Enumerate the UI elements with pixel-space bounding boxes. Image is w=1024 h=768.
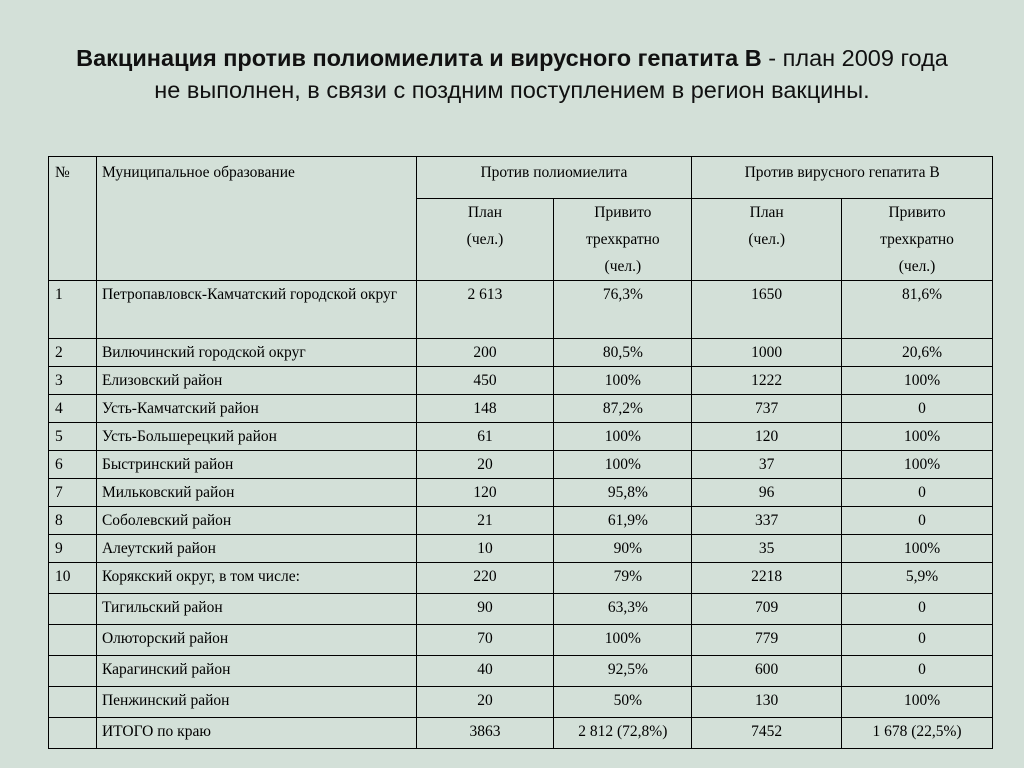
cell-name: Петропавловск-Камчатский городской округ (96, 281, 416, 339)
cell-polio-pct: 50% (554, 687, 692, 718)
cell-hep-plan: 337 (692, 507, 842, 535)
cell-name: Усть-Большерецкий район (96, 423, 416, 451)
table-header-row (49, 157, 993, 199)
header-plan-line1: План (467, 204, 503, 221)
cell-polio-pct: 100% (554, 423, 692, 451)
cell-hep-pct: 0 (842, 507, 993, 535)
title-bold-part: Вакцинация против полиомиелита и вирусного гепатита В (76, 45, 762, 71)
header-plan-line2: (чел.) (748, 231, 785, 248)
header-vacc-line1: Привито (888, 204, 946, 221)
cell-name: Быстринский район (96, 451, 416, 479)
table-row (49, 395, 993, 423)
cell-polio-pct: 76,3% (554, 281, 692, 339)
table-row (49, 687, 993, 718)
title-rest-part: - план 2009 года не выполнен, в связи с поздним поступлением в регион вакцины. (154, 45, 948, 103)
cell-polio-plan: 10 (416, 535, 554, 563)
header-hep-vaccinated (842, 199, 993, 281)
cell-hep-plan: 120 (692, 423, 842, 451)
header-hep-plan (692, 199, 842, 281)
cell-hep-plan: 96 (692, 479, 842, 507)
cell-hep-pct: 0 (842, 479, 993, 507)
cell-hep-pct: 100% (842, 367, 993, 395)
header-municipality: Муниципальное образование (96, 157, 416, 281)
cell-polio-plan: 61 (416, 423, 554, 451)
cell-num (49, 687, 97, 718)
cell-polio-plan: 21 (416, 507, 554, 535)
table-row (49, 367, 993, 395)
cell-name: Алеутский район (96, 535, 416, 563)
header-vacc-line3: (чел.) (604, 258, 642, 275)
cell-polio-pct: 100% (554, 367, 692, 395)
cell-num: 8 (49, 507, 97, 535)
cell-polio-pct: 79% (554, 563, 692, 594)
cell-polio-plan: 220 (416, 563, 554, 594)
cell-hep-plan: 709 (692, 594, 842, 625)
table-row (49, 594, 993, 625)
table-row (49, 451, 993, 479)
cell-hep-pct: 100% (842, 535, 993, 563)
slide-title (60, 42, 964, 106)
cell-num: 6 (49, 451, 97, 479)
cell-hep-plan: 7452 (692, 718, 842, 749)
cell-polio-plan: 20 (416, 687, 554, 718)
header-plan-line1: План (749, 204, 784, 221)
cell-polio-pct: 61,9% (554, 507, 692, 535)
cell-polio-plan: 2 613 (416, 281, 554, 339)
cell-hep-pct: 0 (842, 656, 993, 687)
cell-name: Вилючинский городской округ (96, 339, 416, 367)
table-row-total (49, 718, 993, 749)
cell-name: Усть-Камчатский район (96, 395, 416, 423)
header-vacc-line3: (чел.) (898, 258, 936, 275)
cell-hep-plan: 1222 (692, 367, 842, 395)
header-vacc-line2: трехкратно (585, 231, 660, 248)
header-vacc-line2: трехкратно (880, 231, 954, 248)
header-polio: Против полиомиелита (416, 157, 692, 199)
cell-hep-plan: 1650 (692, 281, 842, 339)
cell-polio-pct: 90% (554, 535, 692, 563)
cell-polio-pct: 92,5% (554, 656, 692, 687)
header-num: № (49, 157, 97, 281)
cell-hep-pct: 1 678 (22,5%) (842, 718, 993, 749)
cell-num: 1 (49, 281, 97, 339)
cell-name: Елизовский район (96, 367, 416, 395)
cell-name: Тигильский район (96, 594, 416, 625)
cell-num: 4 (49, 395, 97, 423)
cell-num: 10 (49, 563, 97, 594)
table-row (49, 656, 993, 687)
table-row (49, 281, 993, 339)
cell-name: ИТОГО по краю (96, 718, 416, 749)
cell-hep-pct: 0 (842, 625, 993, 656)
cell-name: Соболевский район (96, 507, 416, 535)
cell-polio-plan: 200 (416, 339, 554, 367)
cell-hep-plan: 779 (692, 625, 842, 656)
cell-hep-pct: 5,9% (842, 563, 993, 594)
cell-polio-pct: 63,3% (554, 594, 692, 625)
vaccination-table (48, 156, 993, 749)
cell-num (49, 718, 97, 749)
cell-polio-plan: 3863 (416, 718, 554, 749)
cell-name: Корякский округ, в том числе: (96, 563, 416, 594)
cell-hep-pct: 0 (842, 395, 993, 423)
cell-hep-plan: 600 (692, 656, 842, 687)
cell-hep-pct: 0 (842, 594, 993, 625)
cell-num: 5 (49, 423, 97, 451)
cell-num (49, 625, 97, 656)
cell-polio-pct: 95,8% (554, 479, 692, 507)
cell-num: 7 (49, 479, 97, 507)
table-row (49, 563, 993, 594)
cell-polio-pct: 80,5% (554, 339, 692, 367)
cell-hep-plan: 1000 (692, 339, 842, 367)
cell-polio-pct: 87,2% (554, 395, 692, 423)
cell-name: Мильковский район (96, 479, 416, 507)
header-plan-line2: (чел.) (466, 231, 504, 248)
cell-num: 9 (49, 535, 97, 563)
cell-polio-plan: 70 (416, 625, 554, 656)
cell-hep-pct: 20,6% (842, 339, 993, 367)
cell-hep-pct: 100% (842, 451, 993, 479)
cell-polio-pct: 2 812 (72,8%) (554, 718, 692, 749)
cell-hep-plan: 130 (692, 687, 842, 718)
cell-name: Пенжинский район (96, 687, 416, 718)
cell-hep-plan: 35 (692, 535, 842, 563)
table-row (49, 507, 993, 535)
table-row (49, 535, 993, 563)
cell-num: 2 (49, 339, 97, 367)
cell-polio-pct: 100% (554, 625, 692, 656)
header-polio-vaccinated (554, 199, 692, 281)
cell-polio-plan: 20 (416, 451, 554, 479)
cell-hep-plan: 737 (692, 395, 842, 423)
cell-name: Олюторский район (96, 625, 416, 656)
cell-polio-plan: 40 (416, 656, 554, 687)
header-hepatitis: Против вирусного гепатита В (692, 157, 993, 199)
table-row (49, 625, 993, 656)
table-row (49, 339, 993, 367)
cell-polio-plan: 148 (416, 395, 554, 423)
cell-polio-plan: 90 (416, 594, 554, 625)
header-vacc-line1: Привито (594, 204, 652, 221)
cell-num (49, 594, 97, 625)
cell-hep-pct: 81,6% (842, 281, 993, 339)
header-polio-plan (416, 199, 554, 281)
table-row (49, 479, 993, 507)
cell-hep-pct: 100% (842, 423, 993, 451)
table-row (49, 423, 993, 451)
cell-polio-plan: 120 (416, 479, 554, 507)
cell-hep-pct: 100% (842, 687, 993, 718)
cell-polio-plan: 450 (416, 367, 554, 395)
cell-polio-pct: 100% (554, 451, 692, 479)
cell-hep-plan: 2218 (692, 563, 842, 594)
cell-hep-plan: 37 (692, 451, 842, 479)
cell-num: 3 (49, 367, 97, 395)
cell-num (49, 656, 97, 687)
cell-name: Карагинский район (96, 656, 416, 687)
